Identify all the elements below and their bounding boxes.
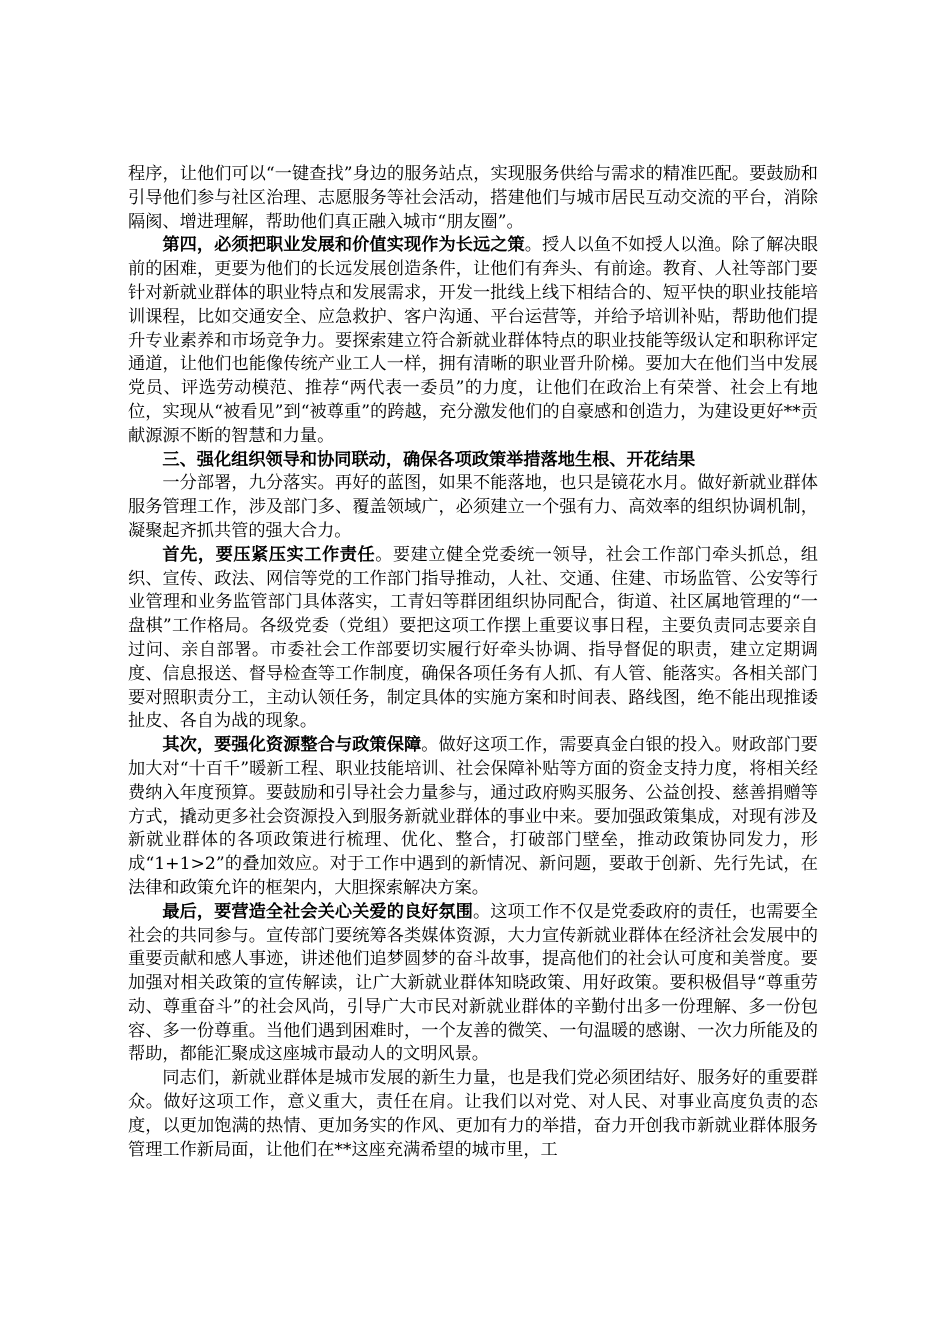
paragraph-second-point (128, 734, 818, 901)
paragraph-lead-last: 最后，要营造全社会关心关爱的良好氛围 (162, 901, 473, 922)
paragraph-lead-second: 其次，要强化资源整合与政策保障 (162, 735, 422, 756)
paragraph-closing: 同志们，新就业群体是城市发展的新生力量，也是我们党必须团结好、服务好的重要群众。做好这项工作，意义重大，责任在肩。让我们以对党、对人民、对事业高度负责的态度，以更加饱满的热情、更加务实的作风、更加有力的举措，奋力开创我市新就业群体服务管理工作新局面，让他们在**这座充满希望的城市里，工 (128, 1068, 818, 1160)
paragraph-lead-fourth: 第四，必须把职业发展和价值实现作为长远之策 (162, 235, 525, 256)
paragraph-fourth-point (128, 234, 818, 448)
paragraph-body-second: 。做好这项工作，需要真金白银的投入。财政部门要加大对“十百千”暖新工程、职业技能培训、社会保障补贴等方面的资金支持力度，将相关经费纳入年度预算。要鼓励和引导社会力量参与，通过政府购买服务、公益创投、慈善捐赠等方式，撬动更多社会资源投入到服务新就业群体的事业中来。要加强政策集成，对现有涉及新就业群体的各项政策进行梳理、优化、整合，打破部门壁垒，推动政策协同发力，形成“1+1>2”的叠加效应。对于工作中遇到的新情况、新问题，要敢于创新、先行先试，在法律和政策允许的框架内，大胆探索解决方案。 (128, 735, 818, 898)
paragraph-lead-first: 首先，要压紧压实工作责任 (162, 544, 376, 565)
document-page (128, 163, 818, 1162)
paragraph-continuation: 程序，让他们可以“一键查找”身边的服务站点，实现服务供给与需求的精准匹配。要鼓励和引导他们参与社区治理、志愿服务等社会活动，搭建他们与城市居民互动交流的平台，消除隔阂、增进理解，帮助他们真正融入城市“朋友圈”。 (128, 164, 818, 232)
paragraph-last-point (128, 901, 818, 1068)
paragraph-first-point (128, 544, 818, 734)
paragraph-body-first: 。要建立健全党委统一领导，社会工作部门牵头抓总，组织、宣传、政法、网信等党的工作部门指导推动，人社、交通、住建、市场监管、公安等行业管理和业务监管部门具体落实，工青妇等群团组织协同配合，街道、社区属地管理的“一盘棋”工作格局。各级党委（党组）要把这项工作摆上重要议事日程，主要负责同志要亲自过问、亲自部署。市委社会工作部要切实履行好牵头协调、指导督促的职责，建立定期调度、信息报送、督导检查等工作制度，确保各项任务有人抓、有人管、能落实。各相关部门要对照职责分工，主动认领任务，制定具体的实施方案和时间表、路线图，绝不能出现推诿扯皮、各自为战的现象。 (128, 544, 818, 732)
paragraph-body-last: 。这项工作不仅是党委政府的责任，也需要全社会的共同参与。宣传部门要统筹各类媒体资源，大力宣传新就业群体在经济社会发展中的重要贡献和感人事迹，讲述他们追梦圆梦的奋斗故事，提高他们的社会认可度和美誉度。要加强对相关政策的宣传解读，让广大新就业群体知晓政策、用好政策。要积极倡导“尊重劳动、尊重奋斗”的社会风尚，引导广大市民对新就业群体的辛勤付出多一份理解、多一份包容、多一份尊重。当他们遇到困难时，一个友善的微笑、一句温暖的感谢、一次力所能及的帮助，都能汇聚成这座城市最动人的文明风景。 (128, 901, 818, 1065)
paragraph-section-intro: 一分部署，九分落实。再好的蓝图，如果不能落地，也只是镜花水月。做好新就业群体服务管理工作，涉及部门多、覆盖领域广，必须建立一个强有力、高效率的组织协调机制，凝聚起齐抓共管的强大合力。 (128, 473, 818, 541)
section-heading-three: 三、强化组织领导和协同联动，确保各项政策举措落地生根、开花结果 (162, 449, 696, 470)
paragraph-body-fourth: 。授人以鱼不如授人以渔。除了解决眼前的困难，更要为他们的长远发展创造条件，让他们有奔头、有前途。教育、人社等部门要针对新就业群体的职业特点和发展需求，开发一批线上线下相结合的、短平快的职业技能培训课程，比如交通安全、应急救护、客户沟通、平台运营等，并给予培训补贴，帮助他们提升专业素养和市场竞争力。要探索建立符合新就业群体特点的职业技能等级认定和职称评定通道，让他们也能像传统产业工人一样，拥有清晰的职业晋升阶梯。要加大在他们当中发展党员、评选劳动模范、推荐“两代表一委员”的力度，让他们在政治上有荣誉、社会上有地位，实现从“被看见”到“被尊重”的跨越，充分激发他们的自豪感和创造力，为建设更好**贡献源源不断的智慧和力量。 (128, 235, 818, 446)
